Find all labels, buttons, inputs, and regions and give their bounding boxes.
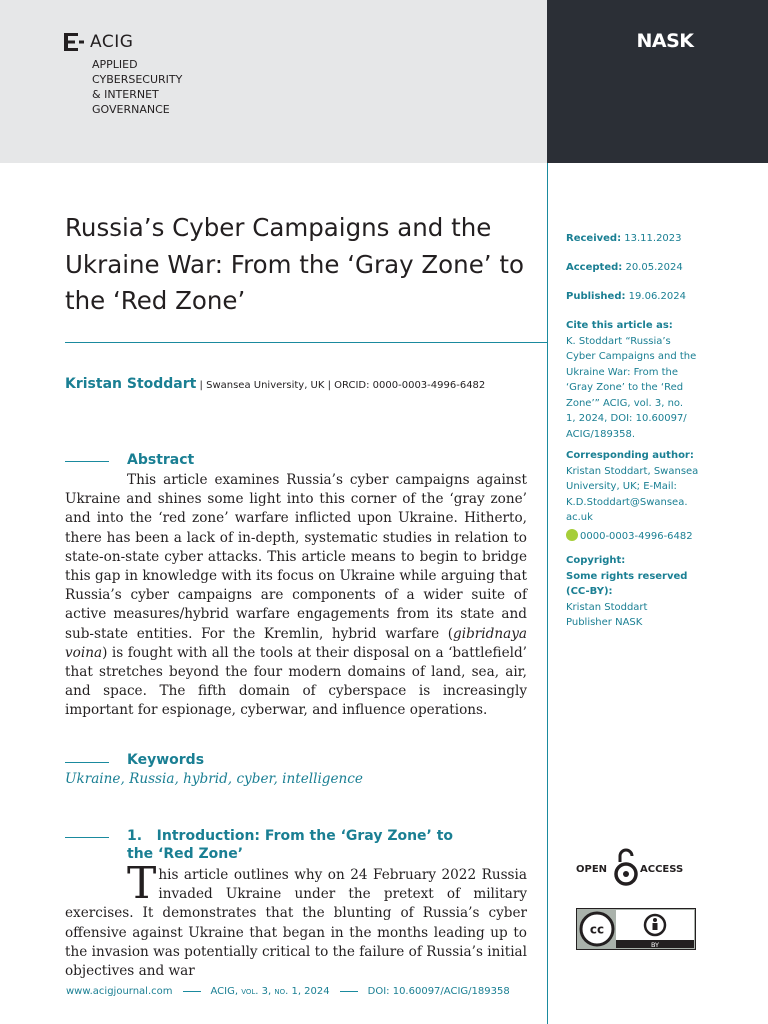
corr-line: Kristan Stoddart, Swansea [566, 465, 699, 477]
accepted-date: 20.05.2024 [625, 262, 683, 273]
page-footer [66, 986, 510, 997]
author-line [65, 376, 485, 392]
journal-name-line: CYBERSECURITY [92, 73, 183, 86]
column-divider [547, 163, 548, 1024]
corresponding-author [566, 448, 716, 544]
abstract-italic-term: gibridnaya voina [65, 625, 527, 661]
journal-full-name [92, 57, 182, 117]
header-band-right [547, 0, 768, 163]
published-info [566, 289, 716, 305]
footer-volume: ACIG, vol. 3, no. 1, 2024 [210, 986, 330, 997]
orcid-row[interactable] [566, 529, 716, 545]
abstract-heading: Abstract [127, 452, 195, 468]
received-label: Received: [566, 233, 622, 244]
keywords-text: Ukraine, Russia, hybrid, cyber, intelligence [65, 771, 363, 787]
person-icon [645, 915, 665, 935]
cite-label: Cite this article as: [566, 320, 673, 331]
journal-name-line: GOVERNANCE [92, 103, 170, 116]
abstract-rule [65, 461, 109, 462]
nask-logo [619, 30, 711, 52]
accepted-info [566, 260, 716, 276]
footer-separator [340, 991, 358, 992]
footer-doi[interactable]: DOI: 10.60097/ACIG/189358 [367, 986, 510, 997]
author-name[interactable]: Kristan Stoddart [65, 376, 197, 392]
cc-by-license-badge[interactable] [576, 908, 696, 950]
intro-text [65, 858, 527, 980]
cite-line: Cyber Campaigns and the [566, 351, 697, 362]
author-affiliation: | Swansea University, UK | ORCID: 0000-0003-4996-6482 [199, 380, 486, 391]
acig-icon [64, 33, 84, 51]
received-date: 13.11.2023 [624, 233, 682, 244]
svg-text:ACCESS: ACCESS [640, 864, 684, 875]
intro-paragraph: his article outlines why on 24 February 2022 Russia invaded Ukraine under the pretext of military exercises. It demonstrates that the blunting of Russia’s cyber offensive against Ukraine that began in the months leading up to the invasion was potentially critical to the failure of Russia’s initial objectives and war [65, 867, 527, 980]
article-title: Russia’s Cyber Campaigns and the Ukraine War: From the ‘Gray Zone’ to the ‘Red Zone’ [65, 213, 524, 315]
license-label: (CC-BY): [566, 586, 613, 597]
svg-text:BY: BY [650, 941, 660, 949]
open-access-lock-icon [616, 850, 636, 884]
drop-cap: T [127, 858, 157, 909]
cite-line: ‘Gray Zone’ to the ‘Red [566, 382, 684, 393]
journal-name-line: & INTERNET [92, 88, 159, 101]
intro-rule [65, 837, 109, 838]
corr-email-line[interactable]: K.D.Stoddart@Swansea. [566, 496, 688, 508]
publisher-line: Publisher NASK [566, 617, 643, 628]
published-label: Published: [566, 291, 626, 302]
abstract-text [65, 471, 527, 721]
keywords-heading: Keywords [127, 752, 205, 768]
abstract-text-part: This article examines Russia’s cyber campaigns against Ukraine and shines some light into this corner of the ‘gray zone’ and into the ‘red zone’ warfare inflicted upon Ukraine. Hitherto, there has been a lack of in-depth, systematic studies in relation to state-on-state cyber attacks. This article means to begin to bridge this gap in knowledge with its focus on Ukraine while arguing that Russia’s cyber campaigns are components of a wider suite of active measures/hybrid warfare engagements from its state and sub-state entities. For the Kremlin, hybrid warfare ( [65, 472, 527, 642]
accepted-label: Accepted: [566, 262, 623, 273]
copyright-label: Copyright: [566, 555, 626, 566]
intro-heading-line: 1. Introduction: From the ‘Gray Zone’ to [127, 828, 454, 844]
svg-text:cc: cc [589, 922, 605, 937]
keywords-rule [65, 762, 109, 763]
copyright-holder: Kristan Stoddart [566, 601, 648, 613]
copyright-block [566, 553, 716, 631]
received-info [566, 231, 716, 247]
open-access-logo [576, 848, 694, 888]
footer-separator [183, 991, 201, 992]
corr-line: University, UK; E-Mail: [566, 481, 677, 492]
svg-text:OPEN: OPEN [576, 864, 608, 875]
cite-line: Ukraine War: From the [566, 366, 679, 378]
cite-line: Zone’” ACIG, vol. 3, no. [566, 397, 684, 409]
cite-line: ACIG/189358. [566, 428, 636, 440]
rights-label: Some rights reserved [566, 570, 688, 582]
orcid-id[interactable]: 0000-0003-4996-6482 [580, 530, 693, 542]
cite-line: 1, 2024, DOI: 10.60097/ [566, 413, 687, 424]
cite-line: K. Stoddart “Russia’s [566, 335, 671, 347]
intro-heading [127, 828, 453, 862]
acig-logo [64, 32, 133, 52]
svg-text:NASK: NASK [636, 30, 694, 52]
header-band-left [0, 0, 547, 163]
footer-url[interactable]: www.acigjournal.com [66, 986, 173, 997]
citation-block [566, 318, 716, 442]
corr-email-line[interactable]: ac.uk [566, 512, 593, 523]
abstract-text-part: ) is fought with all the tools at their disposal on a ‘battlefield’ that stretches beyond the four modern domains of land, sea, air, and space. The fifth domain of cyberspace is increasingly important for espionage, cyberwar, and influence operations. [65, 644, 527, 719]
corr-label: Corresponding author: [566, 450, 694, 461]
journal-name-line: APPLIED [92, 58, 138, 71]
intro-heading-line: the ‘Red Zone’ [127, 846, 244, 862]
orcid-icon [566, 529, 578, 541]
published-date: 19.06.2024 [628, 291, 686, 302]
journal-short-name: ACIG [90, 32, 134, 52]
title-rule [65, 342, 547, 343]
